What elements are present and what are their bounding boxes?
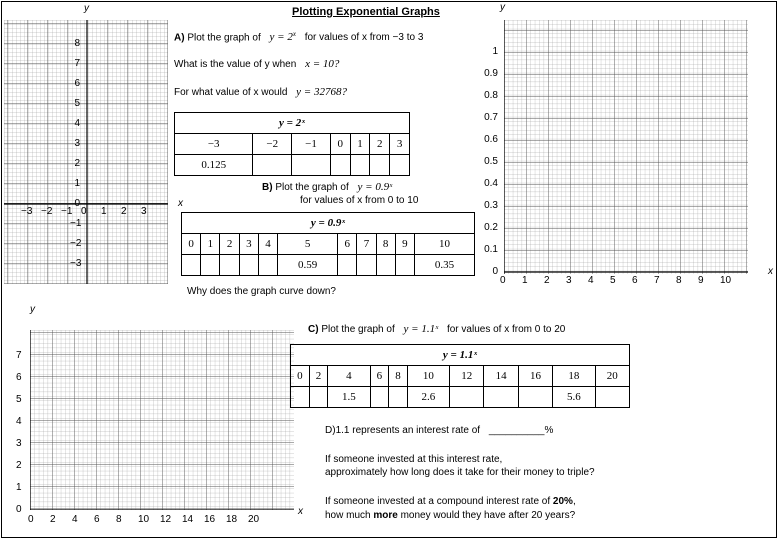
table-y-cell[interactable]: 0.125 xyxy=(175,155,253,176)
graph-a-y-tick-label: 6 xyxy=(74,78,80,89)
graph-a-x-label: x xyxy=(178,198,183,209)
graph-c-x-tick-label: 6 xyxy=(94,514,100,525)
graph-b-y-tick-label: 0.9 xyxy=(484,68,498,79)
graph-a-y-tick-label: 8 xyxy=(74,38,80,49)
table-c-header: y = 1.1ˣ xyxy=(291,345,630,366)
table-x-cell: 4 xyxy=(258,234,277,255)
graph-c-x-tick-label: 14 xyxy=(182,514,194,525)
graph-b-x-tick-label: 1 xyxy=(522,275,528,286)
graph-a-y-tick-label: −2 xyxy=(70,238,82,249)
graph-c-y-tick-label: 1 xyxy=(16,482,22,493)
graph-c-x-tick-label: 18 xyxy=(226,514,238,525)
graph-a-x-tick-label: 2 xyxy=(121,206,127,217)
graph-a-x-tick-label: −2 xyxy=(41,206,53,217)
graph-c-y-tick-label: 2 xyxy=(16,460,22,471)
graph-b-y-tick-label: 0.8 xyxy=(484,90,498,101)
table-x-cell: −1 xyxy=(292,134,331,155)
graph-a-y-tick-label: 7 xyxy=(74,58,80,69)
table-y-cell[interactable] xyxy=(376,255,395,276)
table-y-cell[interactable]: 0.59 xyxy=(278,255,338,276)
graph-b-y-tick-label: 0.3 xyxy=(484,200,498,211)
graph-c-x-label: x xyxy=(298,506,303,517)
table-a xyxy=(174,112,410,176)
page-title: Plotting Exponential Graphs xyxy=(292,6,440,18)
graph-c-x-tick-label: 2 xyxy=(50,514,56,525)
section-d-line-1: D)1.1 represents an interest rate of __________% xyxy=(325,425,554,436)
graph-c-y-tick-label: 7 xyxy=(16,350,22,361)
graph-c-x-tick-label: 10 xyxy=(138,514,150,525)
graph-b-y-tick-label: 0.6 xyxy=(484,134,498,145)
graph-b-x-tick-label: 6 xyxy=(632,275,638,286)
table-x-cell: 2 xyxy=(309,366,328,387)
graph-b-y-tick-label: 1 xyxy=(492,46,498,57)
table-x-cell: 10 xyxy=(407,366,449,387)
graph-a-x-tick-label: 1 xyxy=(101,206,107,217)
table-b-header: y = 0.9ˣ xyxy=(182,213,475,234)
table-x-cell: 1 xyxy=(350,134,370,155)
graph-b-x-label: x xyxy=(768,266,773,277)
table-y-cell[interactable] xyxy=(357,255,376,276)
graph-c-x-tick-label: 0 xyxy=(28,514,34,525)
graph-b-y-tick-label: 0.7 xyxy=(484,112,498,123)
table-y-cell[interactable] xyxy=(390,155,410,176)
table-y-cell[interactable] xyxy=(518,387,552,408)
table-y-cell[interactable] xyxy=(201,255,220,276)
table-b xyxy=(181,212,475,276)
graph-a-y-tick-label: 1 xyxy=(74,178,80,189)
table-x-cell: 5 xyxy=(278,234,338,255)
table-x-cell: 2 xyxy=(220,234,239,255)
table-a-header: y = 2ˣ xyxy=(175,113,410,134)
graph-b-x-tick-label: 0 xyxy=(500,275,506,286)
graph-a-y-label: y xyxy=(84,3,89,14)
graph-b-y-tick-label: 0.4 xyxy=(484,178,498,189)
table-x-cell: 1 xyxy=(201,234,220,255)
table-x-cell: 18 xyxy=(553,366,595,387)
graph-c-y-tick-label: 5 xyxy=(16,394,22,405)
table-y-cell[interactable] xyxy=(350,155,370,176)
table-x-cell: 16 xyxy=(518,366,552,387)
table-y-cell[interactable] xyxy=(450,387,484,408)
table-y-cell[interactable] xyxy=(253,155,292,176)
section-d-line-3: approximately how long does it take for their money to triple? xyxy=(325,467,595,478)
section-a-question-2: For what value of x would y = 32768? xyxy=(174,86,347,98)
table-y-cell[interactable]: 5.6 xyxy=(553,387,595,408)
graph-b-x-tick-label: 10 xyxy=(720,275,732,286)
table-x-cell: 12 xyxy=(450,366,484,387)
graph-c-x-tick-label: 16 xyxy=(204,514,216,525)
graph-b-x-tick-label: 5 xyxy=(610,275,616,286)
table-y-cell[interactable] xyxy=(291,387,310,408)
table-y-cell[interactable]: 2.6 xyxy=(407,387,449,408)
table-x-cell: 4 xyxy=(328,366,370,387)
table-y-cell[interactable]: 0.35 xyxy=(415,255,475,276)
graph-b-x-tick-label: 4 xyxy=(588,275,594,286)
graph-c-y-label: y xyxy=(30,304,35,315)
table-y-cell[interactable] xyxy=(182,255,201,276)
graph-b-x-tick-label: 8 xyxy=(676,275,682,286)
table-x-cell: −3 xyxy=(175,134,253,155)
table-y-cell[interactable]: 1.5 xyxy=(328,387,370,408)
table-y-cell[interactable] xyxy=(370,155,390,176)
table-y-cell[interactable] xyxy=(370,387,389,408)
table-c xyxy=(290,344,630,408)
table-y-cell[interactable] xyxy=(239,255,258,276)
graph-c-grid[interactable] xyxy=(30,330,294,510)
graph-c-y-tick-label: 3 xyxy=(16,438,22,449)
graph-b-x-tick-label: 2 xyxy=(544,275,550,286)
interest-rate-blank[interactable]: __________% xyxy=(488,425,554,436)
graph-c-x-tick-label: 8 xyxy=(116,514,122,525)
table-x-cell: 7 xyxy=(357,234,376,255)
graph-c-y-tick-label: 0 xyxy=(16,504,22,515)
graph-a-y-tick-label: 0 xyxy=(74,198,80,209)
graph-a-y-tick-label: −1 xyxy=(70,218,82,229)
graph-b-y-tick-label: 0 xyxy=(492,266,498,277)
section-b-question: Why does the graph curve down? xyxy=(187,286,336,297)
graph-a-y-tick-label: −3 xyxy=(70,258,82,269)
table-y-cell[interactable] xyxy=(338,255,357,276)
table-y-cell[interactable] xyxy=(330,155,350,176)
table-y-cell[interactable] xyxy=(395,255,414,276)
section-c-instruction: C) Plot the graph of y = 1.1ˣ for values of x from 0 to 20 xyxy=(308,323,566,335)
graph-b-x-tick-label: 3 xyxy=(566,275,572,286)
graph-c-x-tick-label: 4 xyxy=(72,514,78,525)
table-x-cell: −2 xyxy=(253,134,292,155)
table-x-cell: 2 xyxy=(370,134,390,155)
table-x-cell: 20 xyxy=(595,366,629,387)
graph-a-grid[interactable] xyxy=(4,20,168,284)
table-y-cell[interactable] xyxy=(309,387,328,408)
table-x-cell: 14 xyxy=(484,366,518,387)
section-d-line-2: If someone invested at this interest rate, xyxy=(325,454,503,465)
table-x-cell: 6 xyxy=(338,234,357,255)
table-x-cell: 3 xyxy=(390,134,410,155)
table-y-cell[interactable] xyxy=(484,387,518,408)
section-d-line-4: If someone invested at a compound interest rate of 20%, xyxy=(325,496,576,507)
graph-a-y-tick-label: 5 xyxy=(74,98,80,109)
table-y-cell[interactable] xyxy=(220,255,239,276)
graph-b-y-tick-label: 0.1 xyxy=(484,244,498,255)
graph-a-y-tick-label: 3 xyxy=(74,138,80,149)
graph-b-y-label: y xyxy=(500,2,505,13)
table-x-cell: 8 xyxy=(376,234,395,255)
table-x-cell: 10 xyxy=(415,234,475,255)
graph-a-x-tick-label: −3 xyxy=(21,206,33,217)
table-x-cell: 9 xyxy=(395,234,414,255)
graph-a-y-tick-label: 2 xyxy=(74,158,80,169)
table-x-cell: 8 xyxy=(389,366,408,387)
section-b-instruction: B) Plot the graph of y = 0.9ˣ xyxy=(262,181,393,193)
table-x-cell: 0 xyxy=(291,366,310,387)
graph-c-x-tick-label: 12 xyxy=(160,514,172,525)
graph-b-y-tick-label: 0.5 xyxy=(484,156,498,167)
graph-b-grid[interactable] xyxy=(504,20,748,274)
section-d-line-5: how much more money would they have after 20 years? xyxy=(325,510,576,521)
table-y-cell[interactable] xyxy=(389,387,408,408)
section-a-question-1: What is the value of y when x = 10? xyxy=(174,58,340,70)
graph-a-x-tick-label: −1 xyxy=(61,206,73,217)
graph-b-x-tick-label: 9 xyxy=(698,275,704,286)
graph-a-y-tick-label: 4 xyxy=(74,118,80,129)
section-a-instruction: A) Plot the graph of $y = 2^x$ for values of x from −3 to 3 xyxy=(174,30,424,44)
table-x-cell: 6 xyxy=(370,366,389,387)
graph-c-y-tick-label: 6 xyxy=(16,372,22,383)
section-b-range: for values of x from 0 to 10 xyxy=(300,195,419,206)
graph-c-x-tick-label: 20 xyxy=(248,514,260,525)
graph-b-y-tick-label: 0.2 xyxy=(484,222,498,233)
graph-a-x-tick-label: 0 xyxy=(81,206,87,217)
table-y-cell[interactable] xyxy=(595,387,629,408)
graph-b-x-tick-label: 7 xyxy=(654,275,660,286)
table-x-cell: 0 xyxy=(330,134,350,155)
table-y-cell[interactable] xyxy=(258,255,277,276)
table-x-cell: 0 xyxy=(182,234,201,255)
graph-a-x-tick-label: 3 xyxy=(141,206,147,217)
table-y-cell[interactable] xyxy=(292,155,331,176)
table-x-cell: 3 xyxy=(239,234,258,255)
graph-c-y-tick-label: 4 xyxy=(16,416,22,427)
